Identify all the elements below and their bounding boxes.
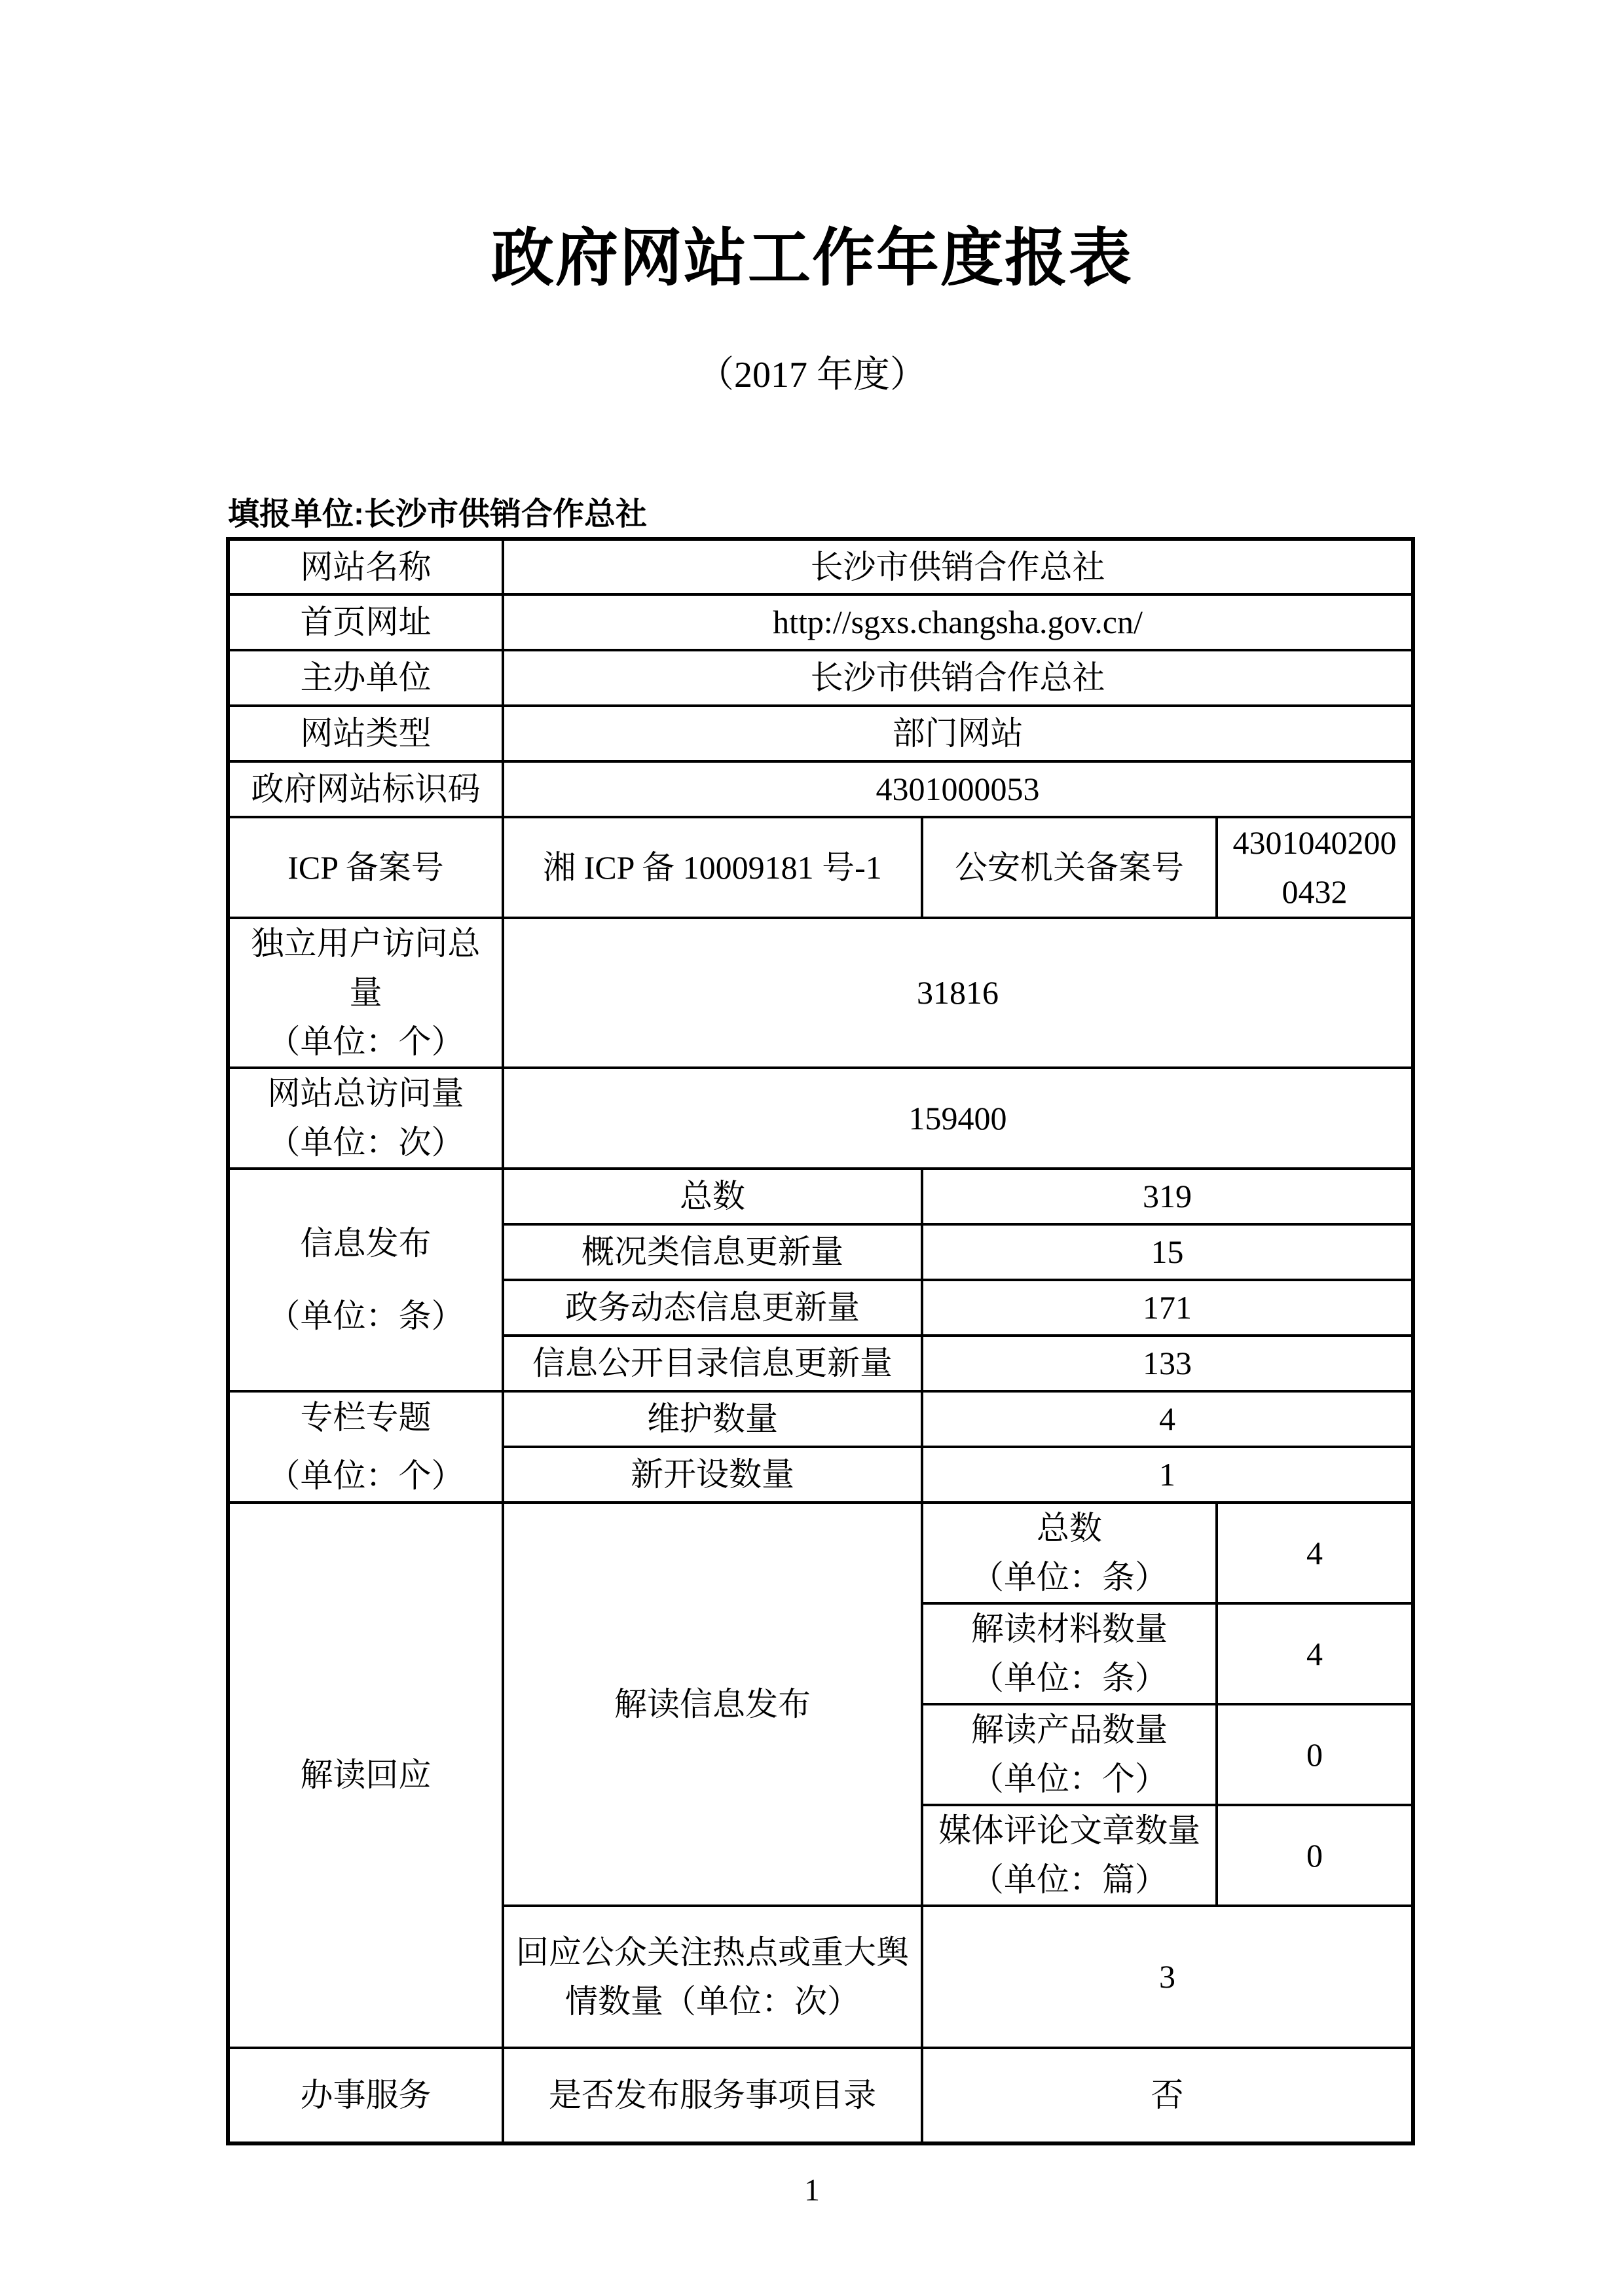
special-columns-unit: （单位：个） (267, 1457, 464, 1494)
icp-label: ICP 备案号 (228, 817, 503, 918)
unique-visitors-label (228, 918, 503, 1068)
services-directory-value: 否 (922, 2048, 1413, 2143)
maintain-count-label: 维护数量 (503, 1391, 922, 1447)
table-row (228, 1169, 1413, 1224)
site-name-value: 长沙市供销合作总社 (503, 539, 1413, 594)
table-row (228, 817, 1413, 918)
total-visits-unit: （单位：次） (267, 1124, 464, 1161)
interp-total-value: 4 (1217, 1503, 1413, 1603)
interp-product-value: 0 (1217, 1704, 1413, 1805)
info-publish-unit: （单位：条） (267, 1298, 464, 1334)
info-overview-value: 15 (922, 1224, 1413, 1280)
interp-total-label (922, 1503, 1217, 1603)
table-row (228, 650, 1413, 706)
interpretation-label: 解读回应 (228, 1503, 503, 2048)
table-row (228, 539, 1413, 594)
info-gov-news-value: 171 (922, 1280, 1413, 1336)
table-row (228, 1503, 1413, 1603)
gov-site-code-label: 政府网站标识码 (228, 761, 503, 817)
total-visits-value: 159400 (503, 1068, 1413, 1169)
info-gov-news-label: 政务动态信息更新量 (503, 1280, 922, 1336)
services-directory-label: 是否发布服务事项目录 (503, 2048, 922, 2143)
site-name-label: 网站名称 (228, 539, 503, 594)
security-record-label: 公安机关备案号 (922, 817, 1217, 918)
hotspot-value: 3 (922, 1906, 1413, 2048)
site-type-label: 网站类型 (228, 706, 503, 761)
special-columns-label (228, 1391, 503, 1503)
organizer-label: 主办单位 (228, 650, 503, 706)
report-table-wrap (226, 537, 1415, 2145)
interpretation-publish-label: 解读信息发布 (503, 1503, 922, 1906)
info-publish-label (228, 1169, 503, 1391)
total-visits-label-text: 网站总访问量 (267, 1075, 464, 1112)
special-columns-label-text: 专栏专题 (300, 1399, 432, 1436)
info-total-label: 总数 (503, 1169, 922, 1224)
unique-visitors-value: 31816 (503, 918, 1413, 1068)
info-total-value: 319 (922, 1169, 1413, 1224)
interp-material-value: 4 (1217, 1603, 1413, 1704)
maintain-count-value: 4 (922, 1391, 1413, 1447)
site-type-value: 部门网站 (503, 706, 1413, 761)
table-row (228, 1068, 1413, 1169)
home-url-label: 首页网址 (228, 594, 503, 650)
interp-total-label-text: 总数 (1037, 1510, 1102, 1546)
hotspot-label: 回应公众关注热点或重大舆情数量（单位：次） (503, 1906, 922, 2048)
organizer-value: 长沙市供销合作总社 (503, 650, 1413, 706)
table-row (228, 706, 1413, 761)
info-directory-value: 133 (922, 1336, 1413, 1391)
interp-material-unit: （单位：条） (971, 1660, 1168, 1696)
table-row (228, 594, 1413, 650)
new-count-value: 1 (922, 1447, 1413, 1503)
home-url-value: http://sgxs.changsha.gov.cn/ (503, 594, 1413, 650)
interp-material-label (922, 1603, 1217, 1704)
info-publish-label-text: 信息发布 (300, 1225, 432, 1262)
interp-media-label (922, 1805, 1217, 1906)
interp-material-label-text: 解读材料数量 (971, 1611, 1168, 1647)
table-row (228, 761, 1413, 817)
gov-site-code-value: 4301000053 (503, 761, 1413, 817)
info-directory-label: 信息公开目录信息更新量 (503, 1336, 922, 1391)
services-label: 办事服务 (228, 2048, 503, 2143)
total-visits-label (228, 1068, 503, 1169)
interp-product-label (922, 1704, 1217, 1805)
interp-product-unit: （单位：个） (971, 1760, 1168, 1797)
interp-media-unit: （单位：篇） (971, 1861, 1168, 1898)
page-number: 1 (804, 2173, 820, 2208)
report-table (226, 537, 1415, 2145)
info-overview-label: 概况类信息更新量 (503, 1224, 922, 1280)
unique-visitors-unit: （单位：个） (267, 1023, 464, 1060)
unique-visitors-label-text: 独立用户访问总量 (251, 925, 481, 1011)
new-count-label: 新开设数量 (503, 1447, 922, 1503)
page-title: 政府网站工作年度报表 (491, 223, 1133, 293)
icp-value: 湘 ICP 备 10009181 号-1 (503, 817, 922, 918)
table-row (228, 2048, 1413, 2143)
page-subtitle: （2017 年度） (697, 355, 927, 395)
table-row (228, 1391, 1413, 1447)
interp-total-unit: （单位：条） (971, 1559, 1168, 1595)
interp-media-value: 0 (1217, 1805, 1413, 1906)
interp-product-label-text: 解读产品数量 (971, 1711, 1168, 1748)
table-row (228, 918, 1413, 1068)
interp-media-label-text: 媒体评论文章数量 (938, 1812, 1200, 1849)
reporting-unit: 填报单位:长沙市供销合作总社 (228, 497, 647, 532)
security-record-value: 43010402000432 (1217, 817, 1413, 918)
